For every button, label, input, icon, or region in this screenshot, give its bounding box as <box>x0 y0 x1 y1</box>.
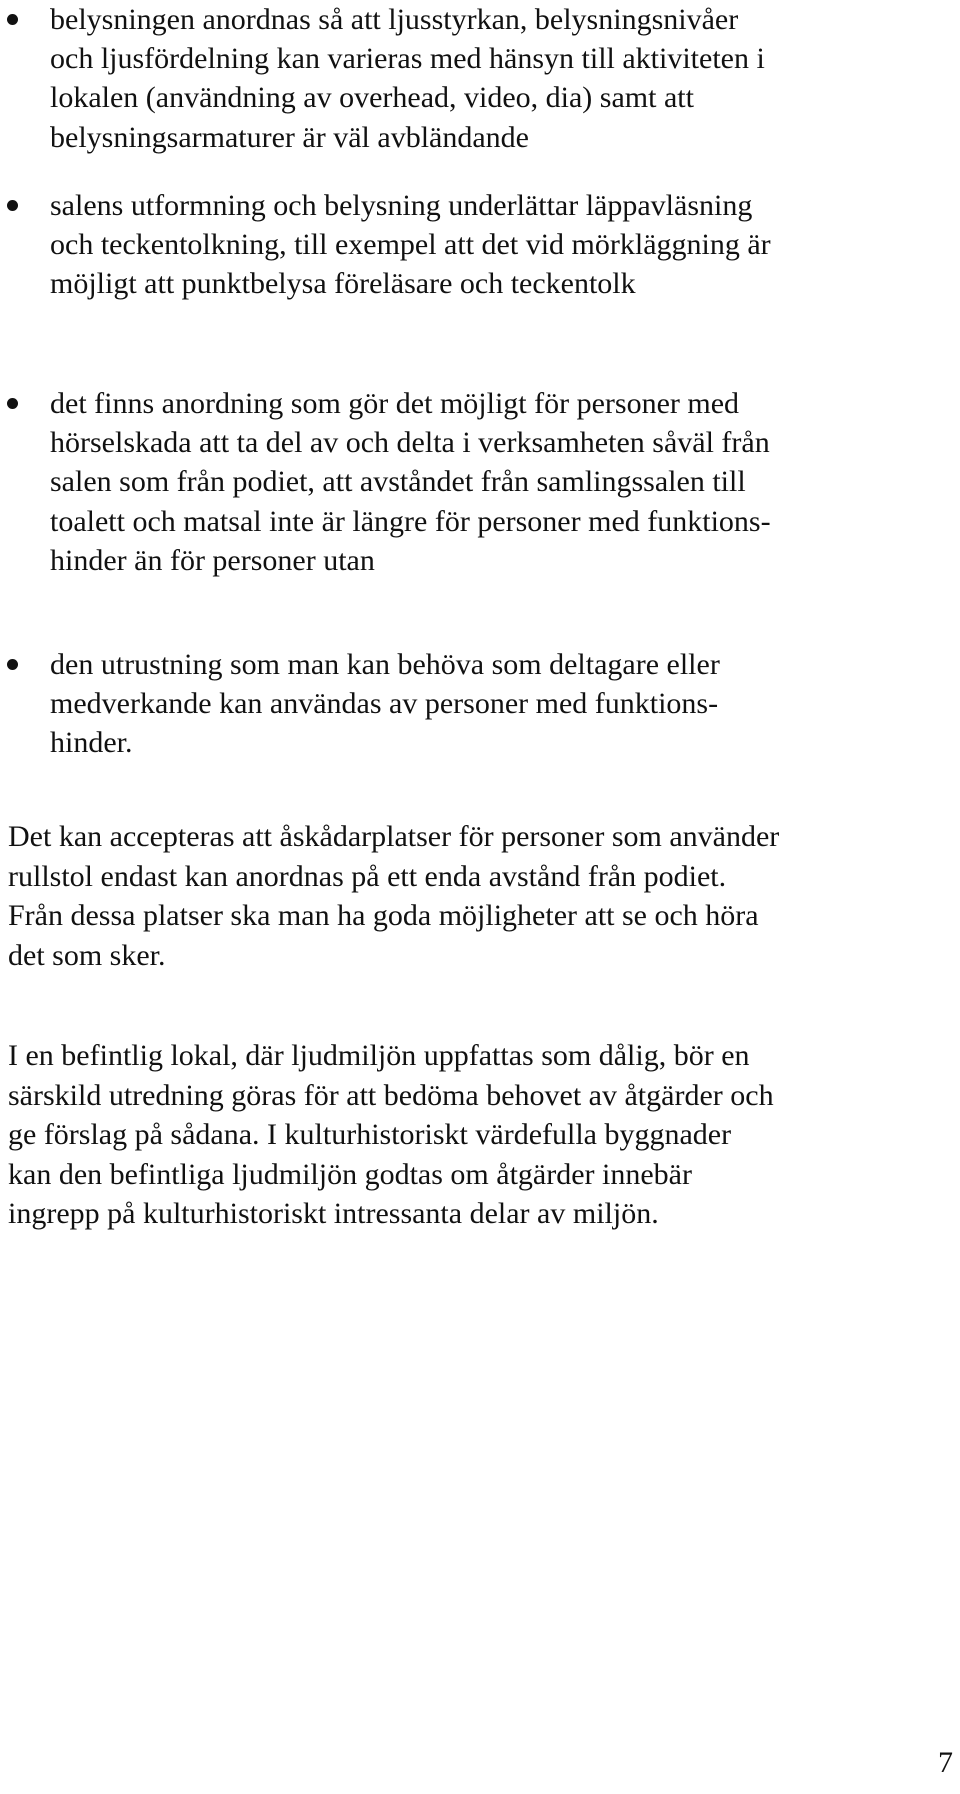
paragraph-spectator-seating: Det kan accepteras att åskådarplatser för personer som använder rullstol endast kan anordnas på ett enda avstånd från podiet. Från dessa platser ska man ha goda möjligheter att se och höra det som sker. <box>8 820 780 972</box>
bullet-text: det finns anordning som gör det möjligt för personer med hörselskada att ta del av och delta i verksamheten såväl från salen som från podiet, att avståndet från samlingssalen till toalett och matsal inte är längre för personer med funktions- hinder än för personer utan <box>50 387 771 577</box>
bullet-text: salens utformning och belysning underlättar läppavläsning och teckentolkning, till exempel att det vid mörkläggning är möjligt att punktbelysa föreläsare och teckentolk <box>50 189 771 301</box>
bullet-dot-icon <box>7 659 18 670</box>
bullet-dot-icon <box>7 14 18 25</box>
paragraph-sound-environment: I en befintlig lokal, där ljudmiljön uppfattas som dålig, bör en särskild utredning göras för att bedöma behovet av åtgärder och ge förslag på sådana. I kulturhistoriskt värdefulla byggnader kan den befintliga ljudmiljön godtas om åtgärder innebär ingrepp på kulturhistoriskt intressanta delar av miljön. <box>8 1039 774 1230</box>
bullet-text: den utrustning som man kan behöva som deltagare eller medverkande kan användas av personer med funktions- hinder. <box>50 648 720 760</box>
bullet-dot-icon <box>7 200 18 211</box>
page-number: 7 <box>938 1746 953 1779</box>
bullet-text: belysningen anordnas så att ljusstyrkan, belysningsnivåer och ljusfördelning kan varieras med hänsyn till aktiviteten i lokalen (användning av overhead, video, dia) samt att belysningsarmaturer är väl avbländande <box>50 3 765 154</box>
bullet-dot-icon <box>7 398 18 409</box>
